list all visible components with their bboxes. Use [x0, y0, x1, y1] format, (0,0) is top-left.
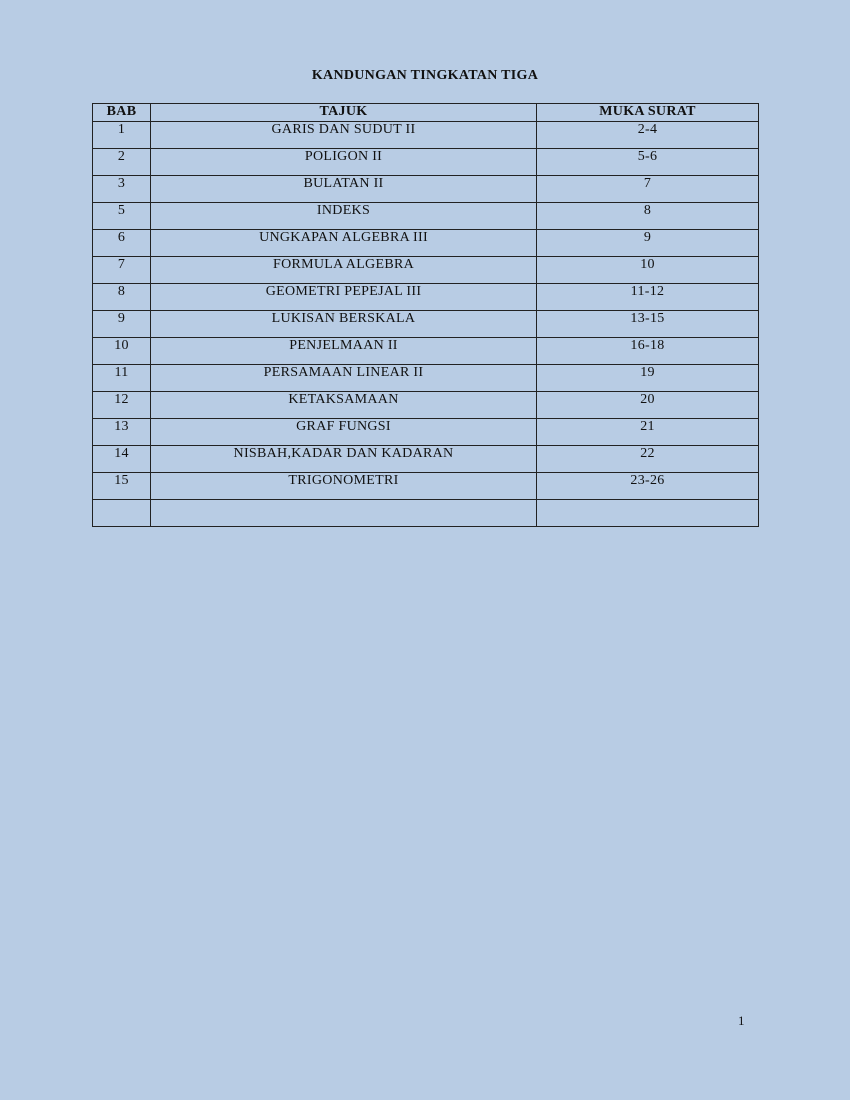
- table-row: [93, 338, 759, 365]
- bab-cell: 14: [93, 446, 151, 473]
- bab-cell: 2: [93, 149, 151, 176]
- muka-surat-cell: 22: [537, 446, 759, 473]
- page-title: KANDUNGAN TINGKATAN TIGA: [311, 68, 539, 83]
- table-row: [93, 203, 759, 230]
- muka-surat-cell: 8: [537, 203, 759, 230]
- table-row: [93, 176, 759, 203]
- table-row: [93, 122, 759, 149]
- bab-cell: 3: [93, 176, 151, 203]
- header-bab: BAB: [93, 104, 151, 122]
- table-row: [93, 365, 759, 392]
- tajuk-cell: BULATAN II: [151, 176, 537, 203]
- muka-surat-cell: 19: [537, 365, 759, 392]
- muka-surat-cell: 2-4: [537, 122, 759, 149]
- muka-surat-cell: 9: [537, 230, 759, 257]
- table-row: [93, 446, 759, 473]
- table-row: [93, 230, 759, 257]
- tajuk-cell: INDEKS: [151, 203, 537, 230]
- table-header-row: [93, 104, 759, 122]
- tajuk-cell: UNGKAPAN ALGEBRA III: [151, 230, 537, 257]
- table-row: [93, 392, 759, 419]
- table-body: [93, 122, 759, 527]
- muka-surat-cell: 10: [537, 257, 759, 284]
- tajuk-cell: GARIS DAN SUDUT II: [151, 122, 537, 149]
- muka-surat-cell: 20: [537, 392, 759, 419]
- bab-cell: 5: [93, 203, 151, 230]
- tajuk-cell: KETAKSAMAAN: [151, 392, 537, 419]
- bab-cell: 10: [93, 338, 151, 365]
- bab-cell: 1: [93, 122, 151, 149]
- muka-surat-cell: 11-12: [537, 284, 759, 311]
- tajuk-cell: TRIGONOMETRI: [151, 473, 537, 500]
- page-number: 1: [738, 1013, 745, 1028]
- muka-surat-cell: 16-18: [537, 338, 759, 365]
- tajuk-cell: LUKISAN BERSKALA: [151, 311, 537, 338]
- bab-cell: 8: [93, 284, 151, 311]
- table-row: [93, 500, 759, 527]
- tajuk-cell: PERSAMAAN LINEAR II: [151, 365, 537, 392]
- tajuk-cell: GRAF FUNGSI: [151, 419, 537, 446]
- table-row: [93, 257, 759, 284]
- bab-cell: 6: [93, 230, 151, 257]
- bab-cell: 9: [93, 311, 151, 338]
- muka-surat-cell: [537, 500, 759, 527]
- muka-surat-cell: 7: [537, 176, 759, 203]
- tajuk-cell: GEOMETRI PEPEJAL III: [151, 284, 537, 311]
- muka-surat-cell: 21: [537, 419, 759, 446]
- header-muka-surat: MUKA SURAT: [537, 104, 759, 122]
- bab-cell: [93, 500, 151, 527]
- tajuk-cell: POLIGON II: [151, 149, 537, 176]
- table-row: [93, 473, 759, 500]
- table-row: [93, 311, 759, 338]
- tajuk-cell: [151, 500, 537, 527]
- muka-surat-cell: 23-26: [537, 473, 759, 500]
- tajuk-cell: FORMULA ALGEBRA: [151, 257, 537, 284]
- bab-cell: 11: [93, 365, 151, 392]
- table-row: [93, 284, 759, 311]
- table-row: [93, 419, 759, 446]
- muka-surat-cell: 5-6: [537, 149, 759, 176]
- contents-table: [92, 103, 759, 527]
- muka-surat-cell: 13-15: [537, 311, 759, 338]
- bab-cell: 13: [93, 419, 151, 446]
- tajuk-cell: NISBAH,KADAR DAN KADARAN: [151, 446, 537, 473]
- bab-cell: 12: [93, 392, 151, 419]
- header-tajuk: TAJUK: [151, 104, 537, 122]
- tajuk-cell: PENJELMAAN II: [151, 338, 537, 365]
- bab-cell: 15: [93, 473, 151, 500]
- table-row: [93, 149, 759, 176]
- bab-cell: 7: [93, 257, 151, 284]
